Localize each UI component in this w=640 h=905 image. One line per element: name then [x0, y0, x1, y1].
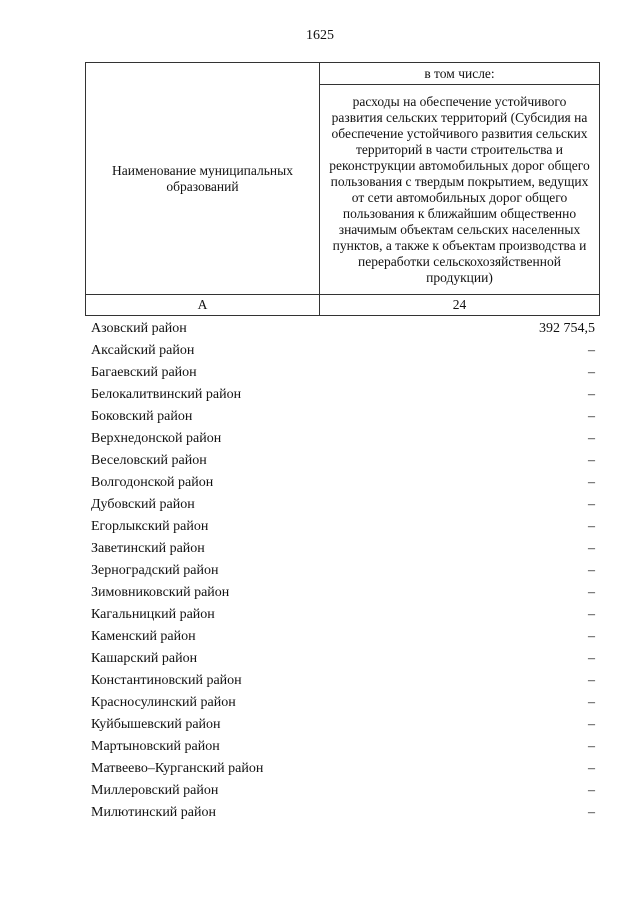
table-row: [91, 362, 595, 384]
municipality-name: Верхнедонской район: [91, 431, 222, 446]
subsidy-value: –: [588, 387, 595, 402]
table-row: [91, 648, 595, 670]
page-number: 1625: [306, 28, 334, 43]
table-row: [91, 670, 595, 692]
subsidy-value: –: [588, 453, 595, 468]
column-header-including: в том числе:: [320, 63, 600, 85]
municipality-name: Зерноградский район: [91, 563, 219, 578]
table-row: [91, 560, 595, 582]
municipality-name: Каменский район: [91, 629, 196, 644]
municipality-name: Боковский район: [91, 409, 193, 424]
column-header-expense-description: расходы на обеспечение устойчивого развития сельских территорий (Субсидия на обеспечение устойчивого развития сельских территорий в части строительства и реконструкции автомобильных дорог общего пользования с твердым покрытием, ведущих от сети автомобильных дорог общего пользования к ближайшим общественно значимым объектам сельских населенных пунктов, а также к объектам производства и переработки сельскохозяйственной продукции): [320, 85, 600, 295]
table-row: [91, 384, 595, 406]
table-row: [91, 582, 595, 604]
municipality-name: Дубовский район: [91, 497, 195, 512]
municipality-name: Зимовниковский район: [91, 585, 230, 600]
municipality-name: Константиновский район: [91, 673, 242, 688]
subsidy-value: –: [588, 651, 595, 666]
subsidy-value: –: [588, 695, 595, 710]
table-row: [91, 802, 595, 824]
municipality-name: Егорлыкский район: [91, 519, 209, 534]
municipality-name: Милютинский район: [91, 805, 217, 820]
table-row: [91, 406, 595, 428]
column-header-name: Наименование муниципальных образований: [86, 63, 320, 295]
table-row: [91, 714, 595, 736]
municipality-name: Заветинский район: [91, 541, 205, 556]
subsidy-value: –: [588, 783, 595, 798]
subsidy-value: –: [588, 563, 595, 578]
municipality-name: Веселовский район: [91, 453, 207, 468]
column-index-a: А: [86, 295, 320, 316]
municipality-name: Багаевский район: [91, 365, 197, 380]
municipality-name: Азовский район: [91, 321, 187, 336]
municipality-name: Аксайский район: [91, 343, 195, 358]
subsidy-value: –: [588, 805, 595, 820]
subsidy-value: –: [588, 761, 595, 776]
subsidy-value: –: [588, 343, 595, 358]
subsidy-value: –: [588, 409, 595, 424]
subsidy-value: –: [588, 673, 595, 688]
table-row: [91, 472, 595, 494]
table-row: [91, 736, 595, 758]
municipality-list: [91, 318, 595, 824]
subsidy-value: –: [588, 607, 595, 622]
table-row: [91, 758, 595, 780]
municipality-name: Куйбышевский район: [91, 717, 221, 732]
subsidy-value: –: [588, 739, 595, 754]
table-row: [91, 692, 595, 714]
table-row: [91, 780, 595, 802]
municipality-name: Кагальницкий район: [91, 607, 215, 622]
table-row: [91, 538, 595, 560]
subsidy-value: –: [588, 519, 595, 534]
table-row: [91, 340, 595, 362]
subsidy-value: –: [588, 431, 595, 446]
table-row: [91, 318, 595, 340]
subsidy-value: –: [588, 497, 595, 512]
column-index-24: 24: [320, 295, 600, 316]
municipality-name: Матвеево–Курганский район: [91, 761, 264, 776]
municipality-name: Красносулинский район: [91, 695, 236, 710]
municipality-name: Мартыновский район: [91, 739, 220, 754]
subsidy-value: –: [588, 585, 595, 600]
table-row: [91, 494, 595, 516]
subsidy-value: –: [588, 717, 595, 732]
subsidy-value: 392 754,5: [539, 321, 595, 336]
municipality-name: Белокалитвинский район: [91, 387, 242, 402]
table-row: [91, 516, 595, 538]
municipality-name: Волгодонской район: [91, 475, 214, 490]
municipality-name: Кашарский район: [91, 651, 198, 666]
table-row: [91, 428, 595, 450]
subsidy-value: –: [588, 365, 595, 380]
table-row: [91, 450, 595, 472]
subsidy-value: –: [588, 629, 595, 644]
subsidy-value: –: [588, 475, 595, 490]
municipality-name: Миллеровский район: [91, 783, 219, 798]
subsidy-value: –: [588, 541, 595, 556]
table-row: [91, 626, 595, 648]
table-header: [85, 62, 600, 316]
table-row: [91, 604, 595, 626]
